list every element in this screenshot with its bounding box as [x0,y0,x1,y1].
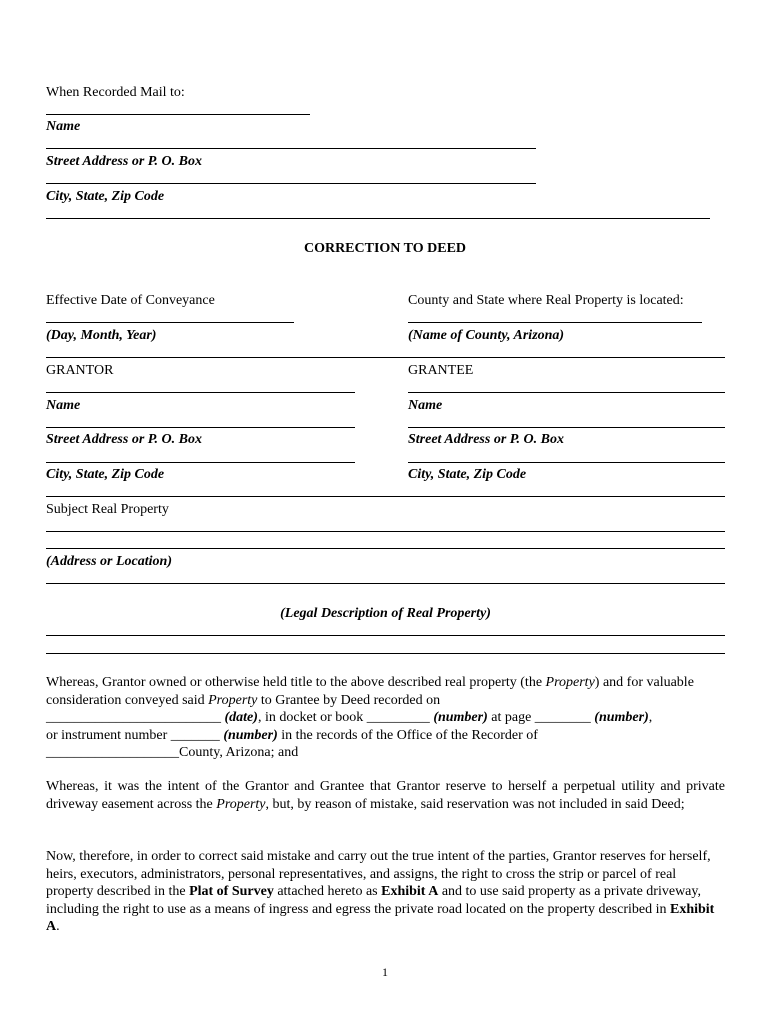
grantee-city-label: City, State, Zip Code [408,467,527,482]
mail-to-label: When Recorded Mail to: [46,85,185,100]
grantor-street-line[interactable] [46,427,355,428]
mail-name-label: Name [46,119,81,134]
grantor-name-line[interactable] [46,392,355,393]
legal-description-hint: (Legal Description of Real Property) [280,606,491,621]
address-line[interactable] [46,583,725,584]
county-hint: (Name of County, Arizona) [408,328,565,343]
mail-city-label: City, State, Zip Code [46,189,165,204]
grantee-label: GRANTEE [408,363,474,378]
grantor-city-line[interactable] [46,462,355,463]
page-number: 1 [382,965,388,979]
county-label: County and State where Real Property is located: [408,293,684,308]
header-divider [46,218,710,219]
legal-line-1[interactable] [46,635,725,636]
property-line-1[interactable] [46,531,725,532]
mail-street-line[interactable] [46,148,536,149]
county-line[interactable] [408,322,702,323]
whereas-paragraph-2: Whereas, it was the intent of the Grantor and Grantee that Grantor reserve to herself a perpetual utility and private driveway easement across the Property, but, by reason of mistake, said reservation was not included in said Deed; [46,779,725,812]
grantee-street-label: Street Address or P. O. Box [408,432,564,447]
whereas-paragraph-1: Whereas, Grantor owned or otherwise held title to the above described real property (the Property) and for valuable consideration conveyed said Property to Grantee by Deed recorded on _________________________ (date), in docket or book _________ (number) at page ________ (number), or instrument number _______ (number) in the records of the Office of the Recorder of ___________________County, Arizona; and [46,675,694,760]
grantor-label: GRANTOR [46,363,114,378]
effective-date-line[interactable] [46,322,294,323]
address-hint: (Address or Location) [46,554,172,569]
grantee-name-line[interactable] [408,392,725,393]
conveyance-divider [46,357,725,358]
legal-line-2[interactable] [46,653,725,654]
now-therefore-paragraph: Now, therefore, in order to correct said mistake and carry out the true intent of the parties, Grantor reserves for herself, heirs, executors, administrators, personal representatives, and assigns, the right to cross the strip or parcel of real property described in the Plat of Survey attached hereto as Exhibit A and to use said property as a private driveway, including the right to use as a means of ingress and egress the private road located on the property described in Exhibit A. [46,849,715,934]
document-title: CORRECTION TO DEED [303,241,467,256]
subject-property-label: Subject Real Property [46,502,169,517]
grantee-city-line[interactable] [408,462,725,463]
grantee-street-line[interactable] [408,427,725,428]
property-line-2[interactable] [46,548,725,549]
effective-date-hint: (Day, Month, Year) [46,328,157,343]
mail-to-line[interactable] [46,114,310,115]
mail-street-label: Street Address or P. O. Box [46,154,202,169]
grantor-city-label: City, State, Zip Code [46,467,165,482]
parties-divider [46,496,725,497]
mail-city-line[interactable] [46,183,536,184]
grantee-name-label: Name [408,398,443,413]
grantor-name-label: Name [46,398,81,413]
effective-date-label: Effective Date of Conveyance [46,293,215,308]
grantor-street-label: Street Address or P. O. Box [46,432,202,447]
